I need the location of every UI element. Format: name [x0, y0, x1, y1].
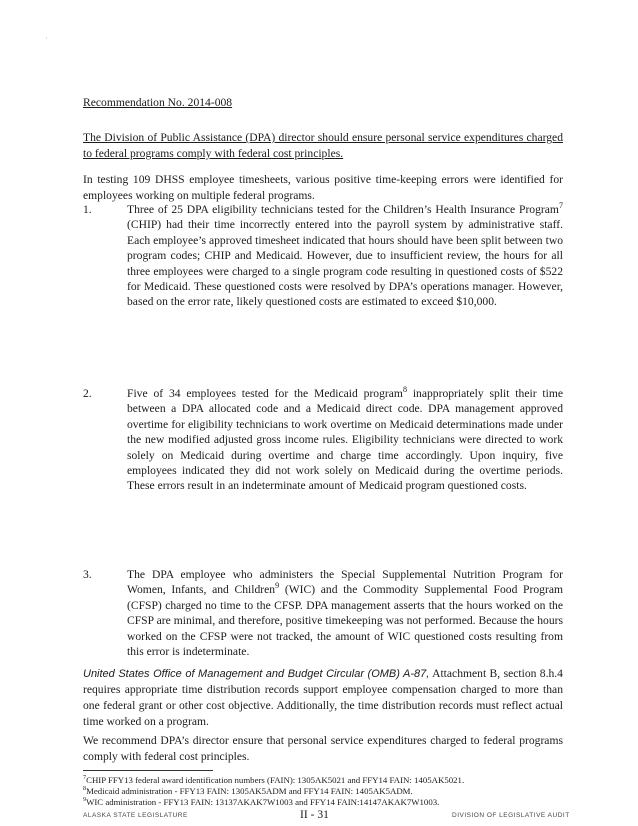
footnote-divider — [83, 770, 213, 771]
item-text: The DPA employee who administers the Special Supplemental Nutrition Program for Women, Infants, and Children$^9$ (WIC) and the Commodity Supplemental Food Program (CFSP) charged no time to the CFSP. DPA management asserts that the hours worked on the CFSP are minimal, and therefore, positive timekeeping was not performed. Because the hours worked on the CFSP were not tracked, the amount of WIC questioned costs resulting from this error is indeterminate. — [127, 568, 563, 659]
item-text: Three of 25 DPA eligibility technicians tested for the Children’s Health Insurance Program$^7$ (CHIP) had their time incorrectly entered into the payroll system by administrative staff. Each employee’s approved timesheet indicated that hours should have been split between two program codes; CHIP and Medicaid. However, due to insufficient review, the hours for all three employees were charged to a single program code resulting in questioned costs of $522 for Medicaid. These questioned costs were resolved by DPA’s operations manager. However, based on the error rate, likely questioned costs are estimated to exceed $10,000. — [127, 201, 563, 309]
circular-citation: United States Office of Management and Budget Circular (OMB) A-87, — [83, 668, 430, 680]
footnote-ref: 7 — [558, 201, 563, 211]
item-number: 2. — [83, 387, 92, 400]
item-text: Five of 34 employees tested for the Medicaid program$^8$ inappropriately split their time between a DPA allocated code and a Medicaid direct code. DPA management approved overtime for eligibility technicians to work overtime on Medicaid determinations made under the new modified adjusted gross income rules. Eligibility technicians were directed to work solely on Medicaid during overtime and charge time accordingly. Upon inquiry, five employees indicated they did not work solely on Medicaid during the overtime periods. These errors result in an indeterminate amount of Medicaid program questioned costs. — [127, 385, 563, 493]
footer-right: DIVISION OF LEGISLATIVE AUDIT — [452, 812, 570, 819]
footnote-8: $^8$Medicaid administration - FFY13 FAIN: 1305AK5ADM and FFY14 FAIN: 1405AK5ADM. — [83, 786, 413, 796]
footnote-ref: 9 — [275, 581, 280, 591]
footer-left: ALASKA STATE LEGISLATURE — [83, 812, 188, 819]
item-number: 3. — [83, 568, 92, 581]
scan-mark: · — [45, 34, 48, 43]
footnote-9: $^9$WIC administration - FFY13 FAIN: 13137AKAK7W1003 and FFY14 FAIN:14147AKAK7W1003. — [83, 797, 440, 807]
recommendation-subheading: The Division of Public Assistance (DPA) director should ensure personal service expenditures charged to federal programs comply with federal cost principles. — [83, 131, 563, 160]
footnote-ref: 8 — [402, 385, 407, 395]
recommendation-heading: Recommendation No. 2014-008 — [83, 96, 233, 109]
intro-paragraph: In testing 109 DHSS employee timesheets, various positive time-keeping errors were identified for employees working on multiple federal programs. — [83, 173, 563, 202]
recommendation-paragraph: We recommend DPA’s director ensure that personal service expenditures charged to federal programs comply with federal cost principles. — [83, 734, 563, 763]
page-number: II - 31 — [300, 808, 329, 821]
footnote-7: $^7$CHIP FFY13 federal award identification numbers (FAIN): 1305AK5021 and FFY14 FAIN: 1405AK5021. — [83, 775, 465, 785]
item-number: 1. — [83, 203, 92, 216]
criteria-paragraph: United States Office of Management and Budget Circular (OMB) A-87, Attachment B, section 8.h.4 requires appropriate time distribution records support employee compensation charged to more than one federal grant or other cost objective. Additionally, the time distribution records must reflect actual time worked on a program. — [83, 667, 563, 728]
